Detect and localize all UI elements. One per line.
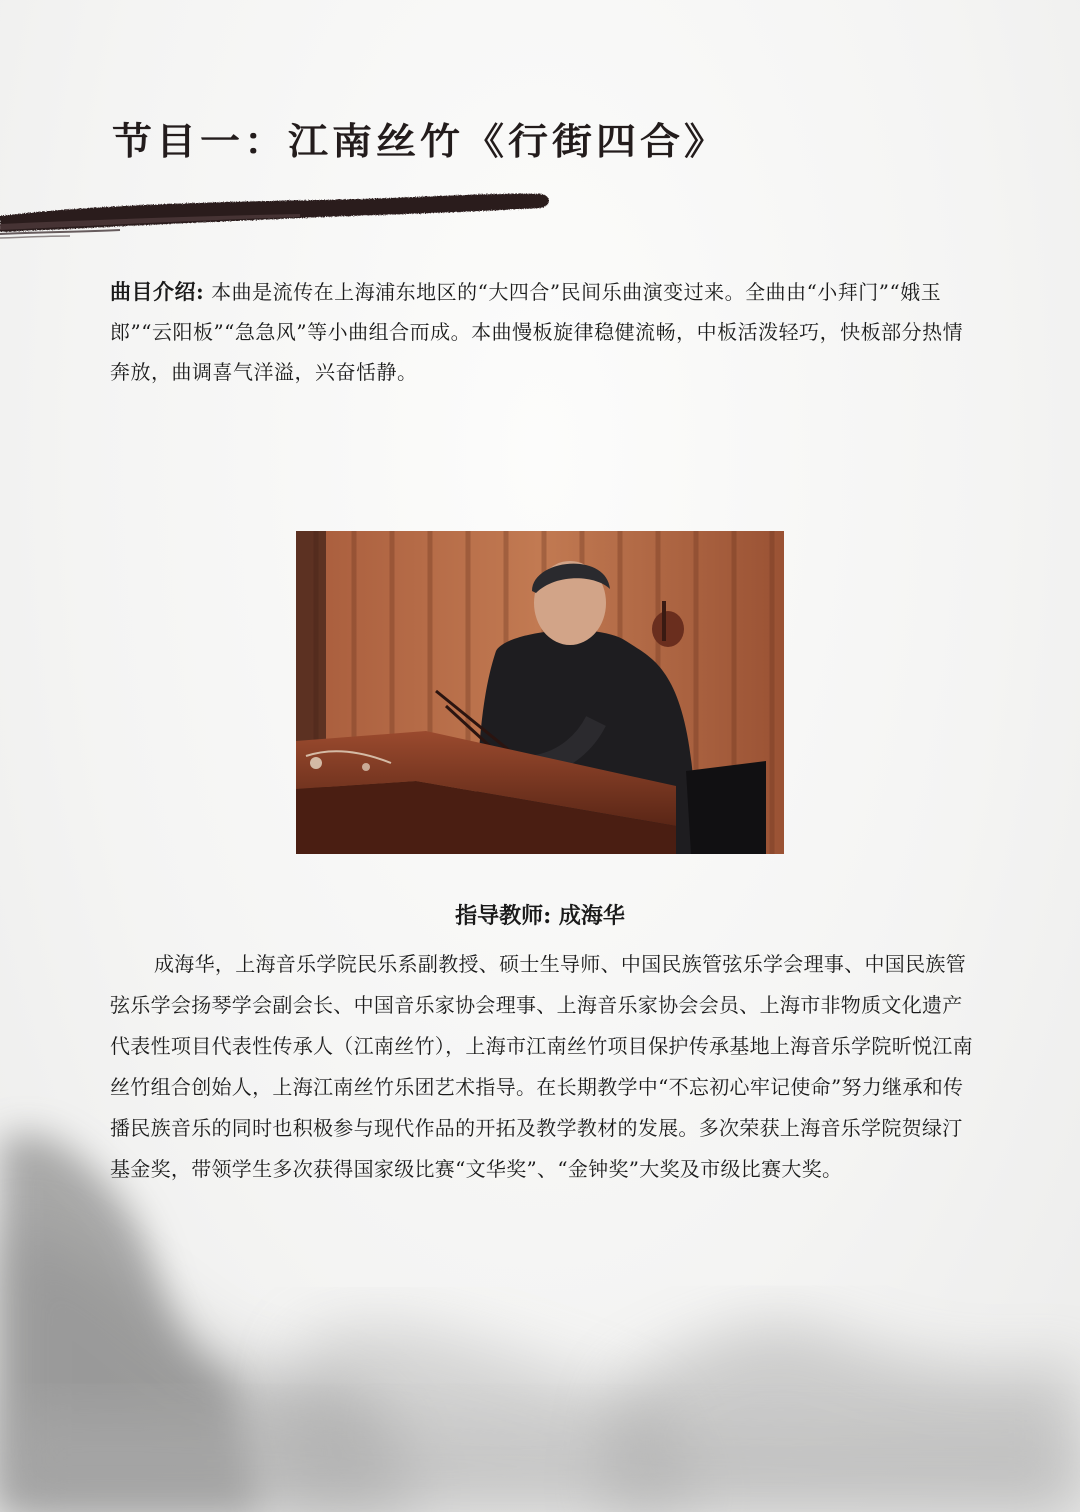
intro-text: 本曲是流传在上海浦东地区的“大四合”民间乐曲演变过来。全曲由“小拜门”“娥玉郎”“云阳板”“急急风”等小曲组合而成。本曲慢板旋律稳健流畅，中板活泼轻巧，快板部分热情奔放，曲调喜气洋溢，兴奋恬静。 — [110, 280, 964, 384]
teacher-heading: 指导教师: 成海华 — [455, 903, 625, 929]
brush-stroke-divider — [0, 176, 560, 246]
program-title: 节目一：江南丝竹《行街四合》 — [112, 120, 728, 164]
program-intro — [110, 272, 980, 392]
teacher-performance-photo — [296, 531, 784, 854]
intro-label: 曲目介绍: — [110, 279, 205, 304]
teacher-bio: 成海华，上海音乐学院民乐系副教授、硕士生导师、中国民族管弦乐学会理事、中国民族管弦乐学会扬琴学会副会长、中国音乐家协会理事、上海音乐家协会会员、上海市非物质文化遗产代表性项目代表性传承人（江南丝竹），上海市江南丝竹项目保护传承基地上海音乐学院昕悦江南丝竹组合创始人，上海江南丝竹乐团艺术指导。在长期教学中“不忘初心牢记使命”努力继承和传播民族音乐的同时也积极参与现代作品的开拓及教学教材的发展。多次荣获上海音乐学院贺绿汀基金奖，带领学生多次获得国家级比赛“文华奖”、“金钟奖”大奖及市级比赛大奖。 — [110, 952, 973, 1181]
